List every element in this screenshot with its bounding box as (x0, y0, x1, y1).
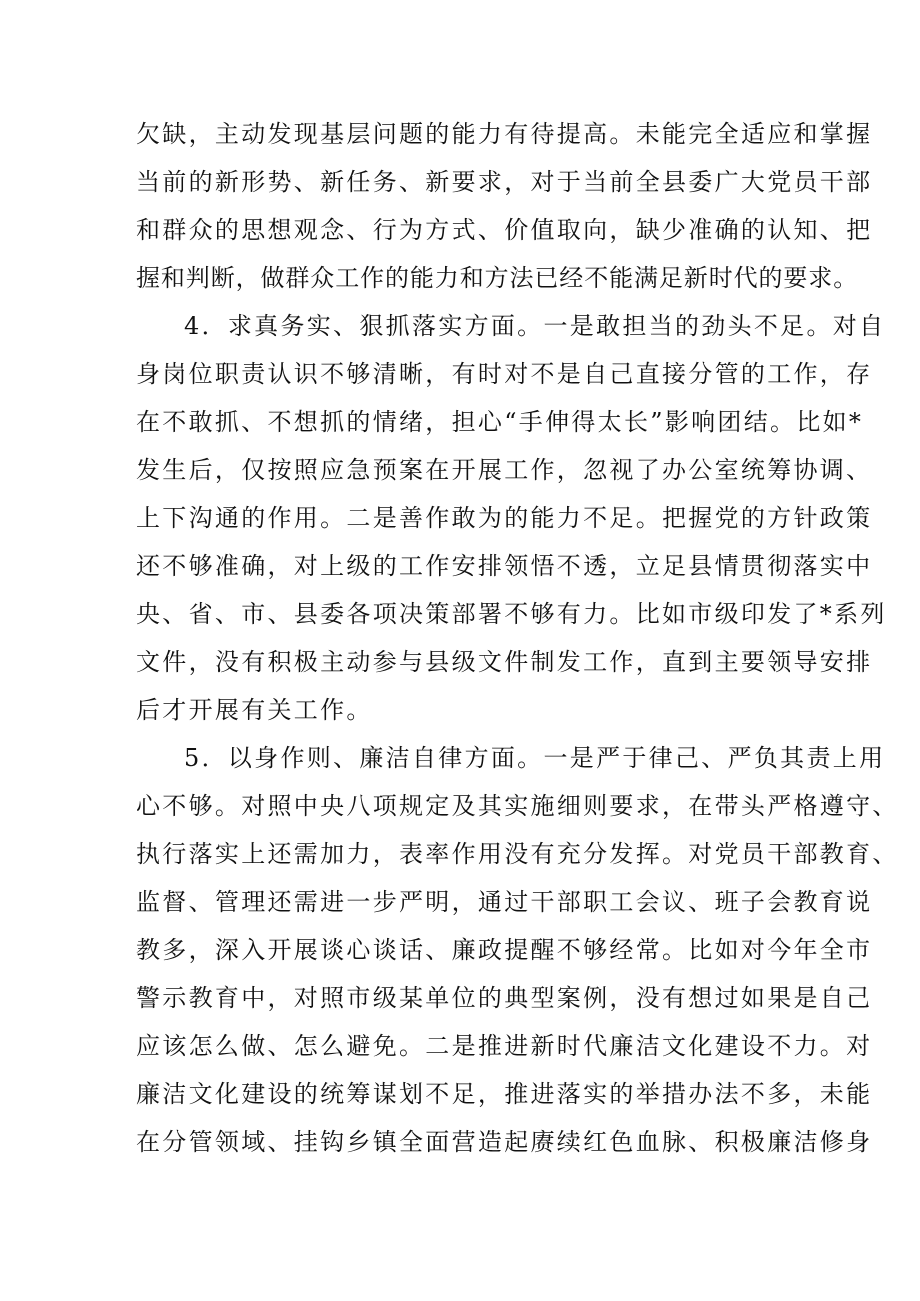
text-line: 央、省、市、县委各项决策部署不够有力。比如市级印发了*系列 (136, 600, 887, 628)
text-line: 当前的新形势、新任务、新要求，对于当前全县委广大党员干部 (136, 168, 873, 196)
paragraph-5-first-line: 5．以身作则、廉洁自律方面。一是严于律己、严负其责上用 (184, 744, 886, 772)
text-line: 握和判断，做群众工作的能力和方法已经不能满足新时代的要求。 (136, 264, 859, 292)
text-line: 教多，深入开展谈心谈话、廉政提醒不够经常。比如对今年全市 (136, 936, 873, 964)
text-line: 应该怎么做、怎么避免。二是推进新时代廉洁文化建设不力。对 (136, 1032, 873, 1060)
text-line: 警示教育中，对照市级某单位的典型案例，没有想过如果是自己 (136, 984, 873, 1012)
text-line: 发生后，仅按照应急预案在开展工作，忽视了办公室统筹协调、 (136, 456, 873, 484)
body-text (136, 110, 899, 1166)
text-line: 后才开展有关工作。 (136, 696, 373, 724)
text-line: 和群众的思想观念、行为方式、价值取向，缺少准确的认知、把 (136, 216, 873, 244)
text-line: 身岗位职责认识不够清晰，有时对不是自己直接分管的工作，存 (136, 360, 873, 388)
text-line: 在分管领域、挂钩乡镇全面营造起赓续红色血脉、积极廉洁修身 (136, 1128, 873, 1156)
text-line: 文件，没有积极主动参与县级文件制发工作，直到主要领导安排 (136, 648, 873, 676)
text-line: 执行落实上还需加力，表率作用没有充分发挥。对党员干部教育、 (136, 840, 899, 868)
paragraph-4-first-line: 4．求真务实、狠抓落实方面。一是敢担当的劲头不足。对自 (184, 312, 886, 340)
text-line: 监督、管理还需进一步严明，通过干部职工会议、班子会教育说 (136, 888, 873, 916)
text-line: 心不够。对照中央八项规定及其实施细则要求，在带头严格遵守、 (136, 792, 899, 820)
text-line: 在不敢抓、不想抓的情绪，担心“手伸得太长”影响团结。比如* (136, 408, 864, 436)
text-line: 上下沟通的作用。二是善作敢为的能力不足。把握党的方针政策 (136, 504, 873, 532)
text-line: 还不够准确，对上级的工作安排领悟不透，立足县情贯彻落实中 (136, 552, 873, 580)
text-line: 廉洁文化建设的统筹谋划不足，推进落实的举措办法不多，未能 (136, 1080, 873, 1108)
text-line: 欠缺，主动发现基层问题的能力有待提高。未能完全适应和掌握 (136, 120, 873, 148)
